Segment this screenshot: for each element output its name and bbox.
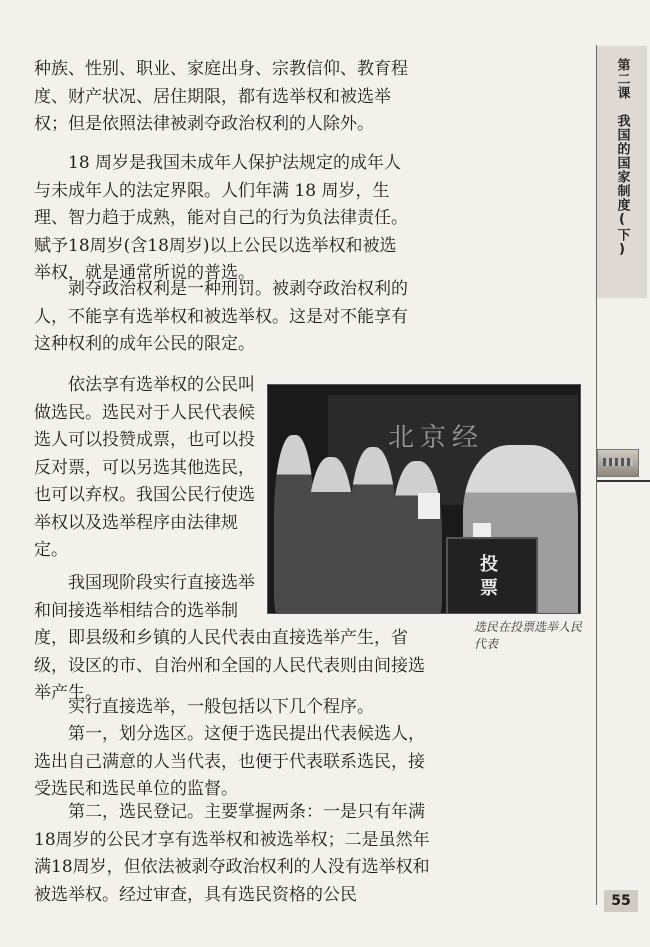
voting-photo <box>267 384 581 614</box>
lesson-number: 第二课 <box>614 58 630 100</box>
paragraph-6: 实行直接选举，一般包括以下几个程序。 <box>68 697 374 717</box>
photo-ballot <box>473 523 491 537</box>
paragraph-8: 第二，选民登记。主要掌握两条：一是只有年满18周岁的公民才享有选举权和被选举权；二是虽然年满18周岁，但依法被剥夺政治权利的人没有选举权和被选举权。经过审查，具有选民资格的公民 <box>34 802 430 905</box>
paragraph-2: 18 周岁是我国未成年人保护法规定的成年人与未成年人的法定界限。人们年满 18 周岁，生理、智力趋于成熟，能对自己的行为负法律责任。赋予18周岁(含18周岁)以上公民以选举权和被选举权，就是通常所说的普选。 <box>34 153 408 283</box>
page-number: 55 <box>604 890 638 912</box>
sidebar-thumbnail-icon <box>597 449 639 477</box>
photo-ballot <box>418 493 440 519</box>
paragraph-1: 种族、性别、职业、家庭出身、宗教信仰、教育程度、财产状况、居住期限，都有选举权和被选举权；但是依照法律被剥夺政治权利的人除外。 <box>34 59 408 134</box>
paragraph-4: 依法享有选举权的公民叫做选民。选民对于人民代表候选人可以投赞成票，也可以投反对票，可以另选其他选民，也可以弃权。我国公民行使选举权以及选举程序由法律规定。 <box>34 375 255 560</box>
photo-caption: 选民在投票选举人民代表 <box>474 620 583 651</box>
chapter-tab <box>597 46 647 298</box>
paragraph-7: 第一，划分选区。这便于选民提出代表候选人，选出自己满意的人当代表，也便于代表联系选民，接受选民和选民单位的监督。 <box>34 724 425 799</box>
lesson-title: 我国的国家制度(下) <box>614 114 630 258</box>
sidebar-divider <box>597 480 650 482</box>
photo-person <box>350 447 396 614</box>
photo-person <box>308 457 354 614</box>
photo-board-text: 北京经 <box>388 423 485 453</box>
photo-person <box>392 461 442 614</box>
paragraph-3: 剥夺政治权利是一种刑罚。被剥夺政治权利的人，不能享有选举权和被选举权。这是对不能享有这种权利的成年公民的限定。 <box>34 279 408 354</box>
paragraph-5-start: 我国现阶段实行直接选举和间接选举相结合的选举制 <box>34 573 255 621</box>
ballot-box-label: 投票 <box>480 554 498 599</box>
paragraph-5-cont: 度，即县级和乡镇的人民代表由直接选举产生，省级，设区的市、自治州和全国的人民代表则由间接选举产生。 <box>34 628 425 703</box>
